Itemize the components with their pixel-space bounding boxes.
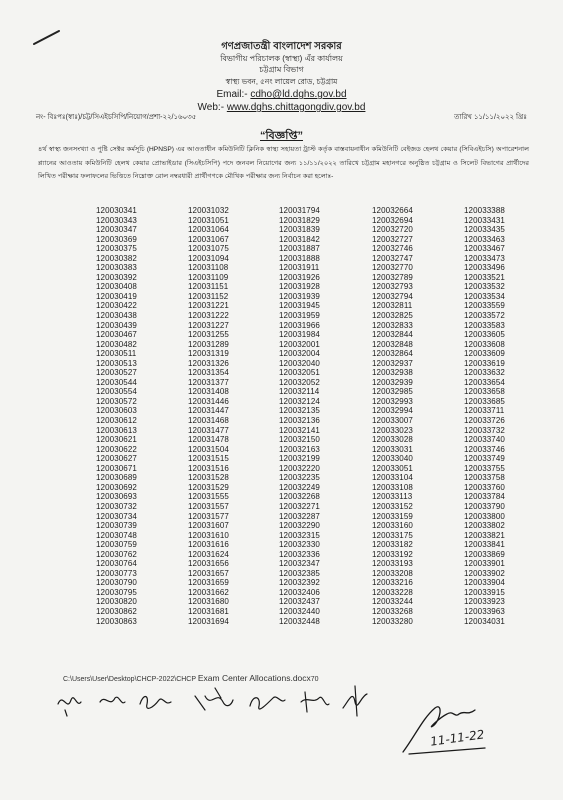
roll-number: 120031839	[279, 225, 320, 235]
roll-number: 120032694	[372, 215, 413, 225]
roll-number: 120033760	[464, 482, 505, 492]
roll-number: 120031377	[188, 377, 229, 387]
division-name: চট্টগ্রাম বিভাগ	[259, 65, 304, 74]
roll-number: 120033023	[372, 425, 413, 435]
roll-number: 120033532	[464, 282, 505, 292]
signature-1	[58, 698, 81, 716]
roll-number: 120031928	[279, 282, 320, 292]
roll-number: 120031221	[188, 301, 229, 311]
roll-number: 120032136	[279, 416, 320, 426]
roll-number: 120031075	[188, 244, 229, 254]
notice-body: ৪র্থ স্বাস্থ্য জনসংখ্যা ও পুষ্টি সেক্টর কর্মসূচি (HPNSP) এর আওতাধীন কমিউনিটি ক্লিনিক স্বাস্থ্য সহায়তা ট্রাস্ট কর্তৃক বাস্তবায়নাধীন কমিউনিটি বেইজড হেলথ কেয়ার (সিবিএইচসি) অপারেশনাল প্ল্যানের আওতায় কমিউনিটি হেলথ কেয়ার প্রোভাইডার (সিএইচসিপি) পদে জনবল নিয়োগের জন্য ১১/১১/২০২২ তারিখে চট্টগ্রাম মহানগরে অনুষ্ঠিত চট্টগ্রাম ও সিলেট বিভাগের প্রার্থীদের লিখিত পরীক্ষার ফলাফলের ভিত্তিতে নিম্নোক্ত রোল নম্বরধারী প্রার্থীগণকে মৌখিক পরীক্ষার জন্য নির্বাচন করা হলোঃ-	[38, 146, 529, 180]
roll-number: 120033175	[372, 530, 413, 540]
roll-number: 120031555	[188, 492, 229, 502]
roll-number: 120030347	[96, 225, 137, 235]
roll-number: 120032746	[372, 244, 413, 254]
roll-number: 120031607	[188, 521, 229, 531]
roll-number: 120033749	[464, 454, 505, 464]
roll-number: 120031504	[188, 444, 229, 454]
roll-number: 120033007	[372, 416, 413, 426]
roll-number: 120033028	[372, 435, 413, 445]
roll-number: 120032235	[279, 473, 320, 483]
roll-number: 120030392	[96, 272, 137, 282]
roll-number: 120032440	[279, 606, 320, 616]
roll-number: 120031109	[188, 272, 229, 282]
roll-number: 120032004	[279, 349, 320, 359]
roll-number: 120032385	[279, 568, 320, 578]
roll-number: 120030612	[96, 416, 137, 426]
roll-number: 120031529	[188, 482, 229, 492]
roll-number: 120032268	[279, 492, 320, 502]
roll-number-grid	[96, 206, 544, 626]
roll-number: 120030383	[96, 263, 137, 273]
roll-number: 120033685	[464, 396, 505, 406]
roll-number: 120032985	[372, 387, 413, 397]
roll-number: 120032135	[279, 406, 320, 416]
roll-number: 120033193	[372, 559, 413, 569]
roll-number: 120033605	[464, 330, 505, 340]
roll-number: 120031657	[188, 568, 229, 578]
signature-date: 11-11-22	[429, 727, 486, 749]
roll-number: 120032747	[372, 253, 413, 263]
roll-number: 120033467	[464, 244, 505, 254]
roll-number: 120030773	[96, 568, 137, 578]
roll-number: 120032437	[279, 597, 320, 607]
roll-number: 120033572	[464, 311, 505, 321]
roll-number: 120031680	[188, 597, 229, 607]
letterhead	[0, 40, 563, 114]
roll-number: 120031888	[279, 253, 320, 263]
signature-5	[250, 697, 285, 709]
roll-number: 120031515	[188, 454, 229, 464]
roll-number: 120031829	[279, 215, 320, 225]
roll-number: 120031681	[188, 606, 229, 616]
roll-number: 120033268	[372, 606, 413, 616]
roll-number: 120031151	[188, 282, 229, 292]
roll-number: 120033800	[464, 511, 505, 521]
roll-number: 120033746	[464, 444, 505, 454]
roll-number: 120031447	[188, 406, 229, 416]
email-line	[0, 88, 563, 101]
roll-number: 120031966	[279, 320, 320, 330]
roll-number: 120032392	[279, 578, 320, 588]
roll-number: 120033192	[372, 549, 413, 559]
roll-number: 120032150	[279, 435, 320, 445]
roll-number: 120033755	[464, 463, 505, 473]
web-label: Web:-	[197, 102, 227, 113]
roll-number: 120031064	[188, 225, 229, 235]
roll-number: 120033901	[464, 559, 505, 569]
roll-number: 120033463	[464, 234, 505, 244]
roll-number: 120030627	[96, 454, 137, 464]
roll-number: 120030795	[96, 587, 137, 597]
memo-date: তারিখ ১১/১১/২০২২ খ্রিঃ	[454, 114, 527, 121]
roll-number: 120033244	[372, 597, 413, 607]
roll-number: 120031887	[279, 244, 320, 254]
roll-number: 120031354	[188, 368, 229, 378]
roll-number: 120033159	[372, 511, 413, 521]
roll-number: 120031656	[188, 559, 229, 569]
roll-number: 120033740	[464, 435, 505, 445]
roll-number: 120033431	[464, 215, 505, 225]
signature-7	[343, 686, 367, 716]
roll-number: 120030554	[96, 387, 137, 397]
roll-number: 120030790	[96, 578, 137, 588]
roll-number: 120031477	[188, 425, 229, 435]
roll-number: 120033216	[372, 578, 413, 588]
memo-number: নং- বিঃপঃ(স্বাঃ)/চট্ট/সিএইচসিপি/নিয়োগ/প্রশা-২২/১৬০৩৫	[36, 114, 197, 121]
committee-signatures	[55, 682, 385, 722]
roll-number: 120031624	[188, 549, 229, 559]
roll-number: 120031222	[188, 311, 229, 321]
roll-number: 120031528	[188, 473, 229, 483]
roll-number: 120033632	[464, 368, 505, 378]
roll-number: 120031516	[188, 463, 229, 473]
signature-6	[301, 692, 329, 712]
roll-number: 120030419	[96, 291, 137, 301]
roll-number: 120031152	[188, 291, 229, 301]
office-address: স্বাস্থ্য ভবন, ৫নং লায়েল রোড, চট্টগ্রাম	[225, 77, 338, 86]
file-path-suffix: 70	[310, 676, 319, 683]
roll-number: 120033208	[372, 568, 413, 578]
notice-title-text: “বিজ্ঞপ্তি”	[260, 130, 303, 142]
roll-number: 120033113	[372, 492, 413, 502]
roll-number: 120030572	[96, 396, 137, 406]
roll-number: 120031984	[279, 330, 320, 340]
roll-number: 120030511	[96, 349, 137, 359]
roll-number: 120031945	[279, 301, 320, 311]
roll-number: 120032864	[372, 349, 413, 359]
roll-number: 120031108	[188, 263, 229, 273]
roll-number: 120032330	[279, 540, 320, 550]
roll-number: 120033280	[372, 616, 413, 626]
roll-number: 120030369	[96, 234, 137, 244]
roll-number: 120032720	[372, 225, 413, 235]
roll-number: 120033869	[464, 549, 505, 559]
roll-number: 120032448	[279, 616, 320, 626]
roll-number: 120032664	[372, 206, 413, 215]
roll-number: 120033521	[464, 272, 505, 282]
roll-number: 120032290	[279, 521, 320, 531]
roll-number: 120030603	[96, 406, 137, 416]
signature-2	[100, 697, 125, 703]
roll-number: 120030863	[96, 616, 137, 626]
roll-number: 120030375	[96, 244, 137, 254]
roll-number: 120032406	[279, 587, 320, 597]
roll-number: 120033160	[372, 521, 413, 531]
file-path-prefix: C:\Users\User\Desktop\CHCP-2022\CHCP	[63, 676, 198, 683]
roll-number: 120033902	[464, 568, 505, 578]
roll-number: 120031959	[279, 311, 320, 321]
web-link[interactable]: www.dghs.chittagongdiv.gov.bd	[226, 102, 366, 113]
roll-number: 120033108	[372, 482, 413, 492]
roll-number: 120032770	[372, 263, 413, 273]
roll-number: 120031662	[188, 587, 229, 597]
roll-number: 120032141	[279, 425, 320, 435]
roll-number: 120033802	[464, 521, 505, 531]
roll-number: 120032939	[372, 377, 413, 387]
roll-number: 120031326	[188, 358, 229, 368]
roll-number: 120030439	[96, 320, 137, 330]
roll-number: 120031478	[188, 435, 229, 445]
roll-number: 120032124	[279, 396, 320, 406]
roll-number: 120032163	[279, 444, 320, 454]
roll-number: 120033152	[372, 501, 413, 511]
roll-number: 120032347	[279, 559, 320, 569]
roll-number: 120031794	[279, 206, 320, 215]
roll-number: 120030621	[96, 435, 137, 445]
roll-number: 120033559	[464, 301, 505, 311]
roll-number: 120030467	[96, 330, 137, 340]
government-name: গণপ্রজাতন্ত্রী বাংলাদেশ সরকার	[221, 41, 342, 52]
roll-number: 120030739	[96, 521, 137, 531]
roll-number: 120032938	[372, 368, 413, 378]
roll-number: 120034031	[464, 616, 505, 626]
roll-number: 120031289	[188, 339, 229, 349]
roll-number: 120033040	[372, 454, 413, 464]
roll-number: 120030527	[96, 368, 137, 378]
roll-number: 120032993	[372, 396, 413, 406]
roll-number: 120031926	[279, 272, 320, 282]
roll-number: 120030734	[96, 511, 137, 521]
roll-number: 120030341	[96, 206, 137, 215]
roll-number: 120030759	[96, 540, 137, 550]
roll-number: 120032315	[279, 530, 320, 540]
roll-number: 120031577	[188, 511, 229, 521]
roll-number: 120031446	[188, 396, 229, 406]
office-name: বিভাগীয় পরিচালক (স্বাস্থ্য) এঁর কার্যালয়	[220, 54, 343, 63]
roll-number: 120033583	[464, 320, 505, 330]
roll-number: 120033904	[464, 578, 505, 588]
roll-number: 120031067	[188, 234, 229, 244]
roll-number: 120033031	[372, 444, 413, 454]
roll-number: 120031094	[188, 253, 229, 263]
roll-number: 120033654	[464, 377, 505, 387]
roll-number: 120033790	[464, 501, 505, 511]
roll-number: 120033923	[464, 597, 505, 607]
roll-number: 120033758	[464, 473, 505, 483]
roll-column	[96, 206, 188, 626]
roll-number: 120030382	[96, 253, 137, 263]
roll-number: 120033711	[464, 406, 505, 416]
roll-number: 120032793	[372, 282, 413, 292]
roll-number: 120032336	[279, 549, 320, 559]
roll-column	[372, 206, 464, 626]
roll-number: 120032844	[372, 330, 413, 340]
roll-number: 120032220	[279, 463, 320, 473]
roll-number: 120030408	[96, 282, 137, 292]
file-path-main: Exam Center Allocations.docx	[197, 673, 311, 683]
roll-number: 120032794	[372, 291, 413, 301]
roll-number: 120031032	[188, 206, 229, 215]
roll-number: 120033841	[464, 540, 505, 550]
roll-number: 120031842	[279, 234, 320, 244]
roll-number: 120031911	[279, 263, 320, 273]
roll-number: 120030748	[96, 530, 137, 540]
roll-number: 120031659	[188, 578, 229, 588]
roll-number: 120032287	[279, 511, 320, 521]
roll-number: 120033963	[464, 606, 505, 616]
roll-number: 120031610	[188, 530, 229, 540]
signature-4	[195, 688, 233, 710]
roll-number: 120033104	[372, 473, 413, 483]
roll-number: 120030422	[96, 301, 137, 311]
roll-number: 120030343	[96, 215, 137, 225]
email-label: Email:-	[216, 89, 251, 100]
roll-number: 120030862	[96, 606, 137, 616]
roll-number: 120033435	[464, 225, 505, 235]
roll-number: 120032811	[372, 301, 413, 311]
roll-number: 120031319	[188, 349, 229, 359]
roll-number: 120032001	[279, 339, 320, 349]
roll-number: 120033228	[372, 587, 413, 597]
roll-number: 120033051	[372, 463, 413, 473]
roll-number: 120032114	[279, 387, 320, 397]
roll-number: 120033608	[464, 339, 505, 349]
roll-number: 120031227	[188, 320, 229, 330]
roll-number: 120032051	[279, 368, 320, 378]
roll-number: 120031557	[188, 501, 229, 511]
roll-number: 120032789	[372, 272, 413, 282]
roll-number: 120032040	[279, 358, 320, 368]
roll-number: 120031408	[188, 387, 229, 397]
signature-3	[140, 697, 171, 709]
roll-number: 120033726	[464, 416, 505, 426]
roll-number: 120033732	[464, 425, 505, 435]
roll-number: 120031051	[188, 215, 229, 225]
roll-number: 120032199	[279, 454, 320, 464]
roll-number: 120031468	[188, 416, 229, 426]
roll-number: 120033915	[464, 587, 505, 597]
roll-number: 120033609	[464, 349, 505, 359]
roll-number: 120032271	[279, 501, 320, 511]
roll-number: 120033821	[464, 530, 505, 540]
roll-number: 120032994	[372, 406, 413, 416]
roll-number: 120032825	[372, 311, 413, 321]
roll-number: 120033784	[464, 492, 505, 502]
roll-number: 120030689	[96, 473, 137, 483]
roll-number: 120031616	[188, 540, 229, 550]
roll-number: 120033182	[372, 540, 413, 550]
roll-number: 120030544	[96, 377, 137, 387]
roll-number: 120030762	[96, 549, 137, 559]
roll-number: 120030438	[96, 311, 137, 321]
roll-number: 120033658	[464, 387, 505, 397]
roll-number: 120030692	[96, 482, 137, 492]
roll-column	[279, 206, 372, 626]
roll-number: 120032052	[279, 377, 320, 387]
roll-number: 120030732	[96, 501, 137, 511]
roll-number: 120033388	[464, 206, 505, 215]
roll-number: 120032727	[372, 234, 413, 244]
roll-number: 120030482	[96, 339, 137, 349]
roll-number: 120031255	[188, 330, 229, 340]
roll-number: 120032249	[279, 482, 320, 492]
memo-row	[36, 111, 527, 123]
roll-number: 120030764	[96, 559, 137, 569]
roll-column	[188, 206, 279, 626]
roll-number: 120033496	[464, 263, 505, 273]
roll-number: 120033619	[464, 358, 505, 368]
roll-number: 120032937	[372, 358, 413, 368]
roll-number: 120030622	[96, 444, 137, 454]
roll-number: 120030693	[96, 492, 137, 502]
email-link[interactable]: cdho@ld.dghs.gov.bd	[250, 89, 347, 100]
roll-number: 120033473	[464, 253, 505, 263]
roll-number: 120032833	[372, 320, 413, 330]
roll-number: 120032848	[372, 339, 413, 349]
roll-number: 120030820	[96, 597, 137, 607]
roll-number: 120030513	[96, 358, 137, 368]
roll-number: 120033534	[464, 291, 505, 301]
roll-column	[464, 206, 544, 626]
roll-number: 120031694	[188, 616, 229, 626]
roll-number: 120031939	[279, 291, 320, 301]
roll-number: 120030613	[96, 425, 137, 435]
roll-number: 120030671	[96, 463, 137, 473]
